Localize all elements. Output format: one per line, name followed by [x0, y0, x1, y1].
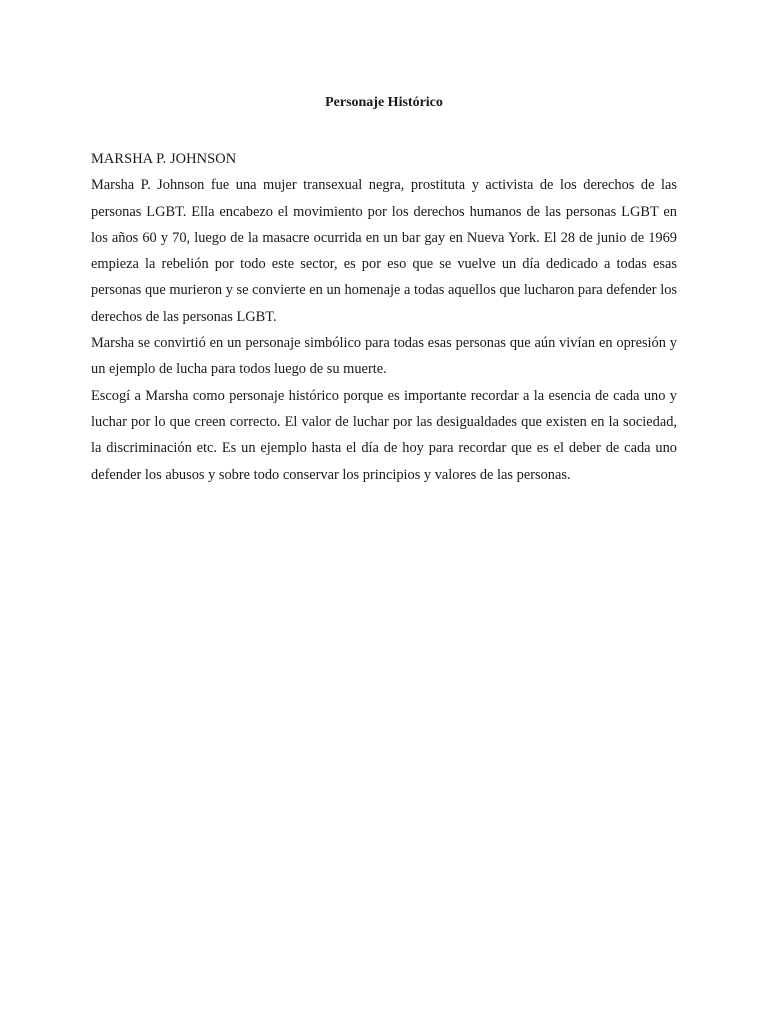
document-body	[91, 146, 677, 488]
subject-heading: MARSHA P. JOHNSON	[91, 151, 237, 167]
document-title: Personaje Histórico	[325, 95, 443, 110]
paragraph-biography: Marsha P. Johnson fue una mujer transexual negra, prostituta y activista de los derechos de las personas LGBT. Ella encabezo el movimiento por los derechos humanos de las personas LGBT en los años 60 y 70, luego de la masacre ocurrida en un bar gay en Nueva York. El 28 de junio de 1969 empieza la rebelión por todo este sector, es por eso que se vuelve un día dedicado a todas esas personas que murieron y se convierte en un homenaje a todas aquellos que lucharon para defender los derechos de las personas LGBT.	[91, 177, 677, 325]
paragraph-reason: Escogí a Marsha como personaje histórico porque es importante recordar a la esencia de cada uno y luchar por lo que creen correcto. El valor de luchar por las desigualdades que existen en la sociedad, la discriminación etc. Es un ejemplo hasta el día de hoy para recordar que es el deber de cada uno defender los abusos y sobre todo conservar los principios y valores de las personas.	[91, 387, 677, 483]
paragraph-symbolism: Marsha se convirtió en un personaje simbólico para todas esas personas que aún vivían en opresión y un ejemplo de lucha para todos luego de su muerte.	[91, 335, 677, 378]
